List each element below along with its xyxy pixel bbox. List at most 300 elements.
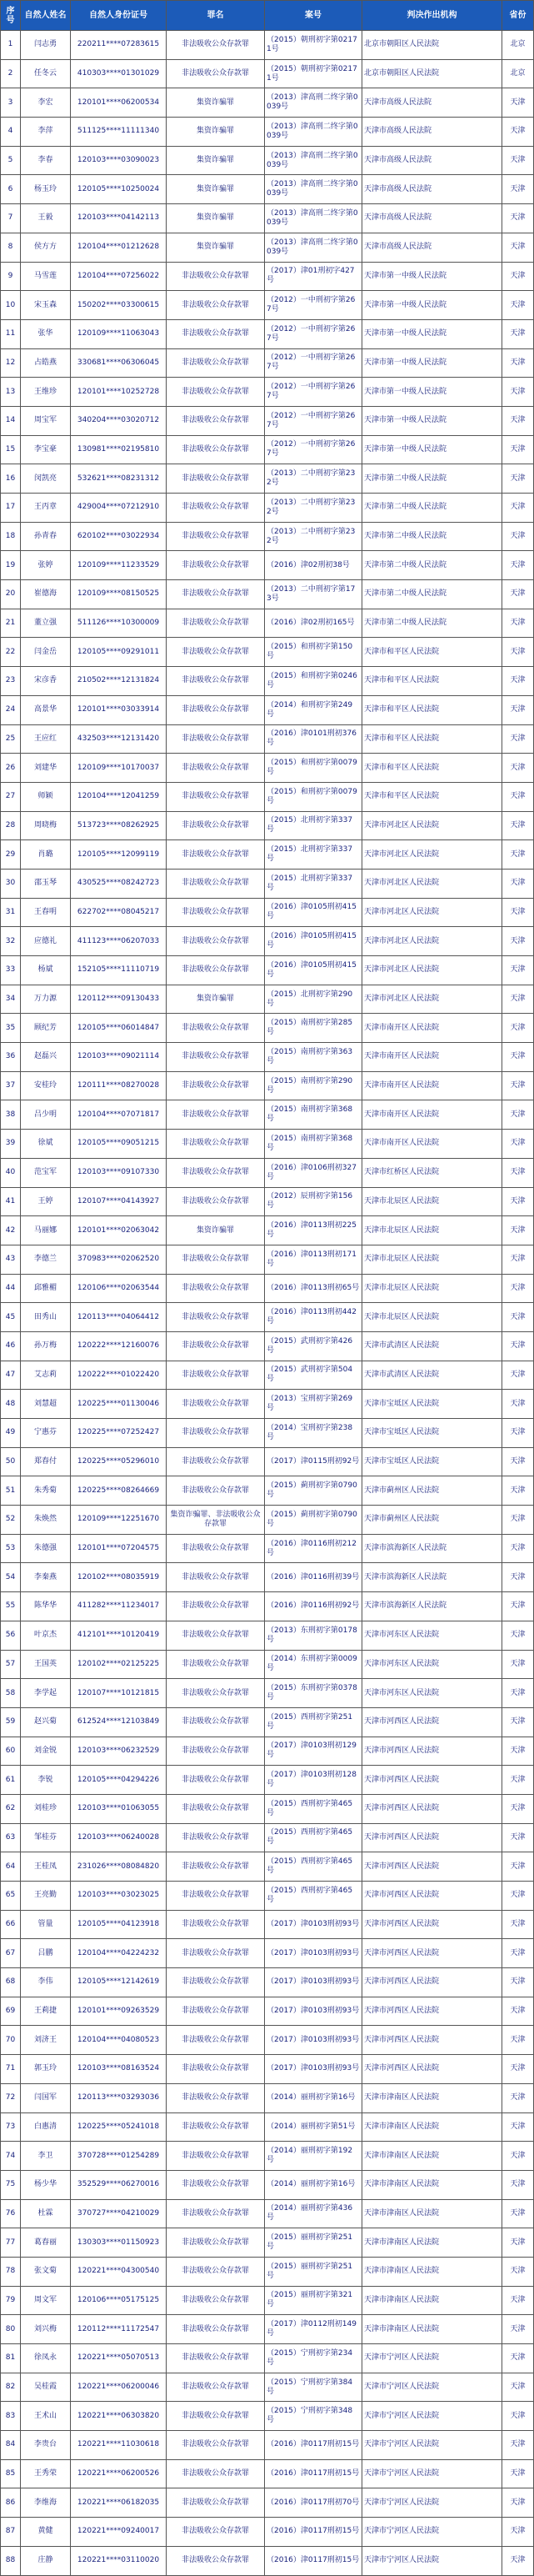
table-row [1,724,534,754]
cell-name: 周文军 [21,2286,71,2315]
cell-province: 天津 [502,2199,534,2228]
cell-case-number: （2014）丽刑初字第192号 [265,2142,362,2171]
cell-court: 天津市河东区人民法院 [362,1679,502,1708]
table-row [1,754,534,783]
cell-charge: 非法吸收公众存款罪 [167,1679,265,1708]
cell-case-number: （2015）朝刑初字第02171号 [265,59,362,88]
cell-province: 天津 [502,1303,534,1332]
header-name: 自然人姓名 [21,1,71,31]
cell-index: 59 [1,1707,21,1737]
cell-name: 张华 [21,319,71,348]
cell-court: 天津市南开区人民法院 [362,1043,502,1072]
cell-index: 52 [1,1506,21,1535]
cell-index: 18 [1,522,21,551]
cell-index: 13 [1,378,21,407]
cell-name: 闵凯亮 [21,464,71,494]
cell-court: 天津市高级人民法院 [362,88,502,118]
table-row [1,1216,534,1245]
table-row [1,118,534,147]
cell-case-number: （2015）西刑初字第465号 [265,1794,362,1823]
cell-court: 天津市河北区人民法院 [362,840,502,870]
cell-id-number: 120102****08035919 [71,1563,167,1592]
cell-index: 37 [1,1071,21,1100]
cell-index: 39 [1,1130,21,1159]
cell-province: 天津 [502,1766,534,1795]
cell-index: 2 [1,59,21,88]
cell-case-number: （2016）津0117刑初15号 [265,2431,362,2460]
cell-province: 天津 [502,754,534,783]
cell-charge: 非法吸收公众存款罪 [167,1968,265,1997]
cell-index: 26 [1,754,21,783]
cell-name: 董立强 [21,609,71,638]
cell-court: 天津市河西区人民法院 [362,2026,502,2055]
cell-court: 天津市第一中级人民法院 [362,348,502,378]
cell-province: 天津 [502,1563,534,1592]
cell-id-number: 352529****06270016 [71,2170,167,2199]
cell-case-number: （2015）宁刑初字第234号 [265,2344,362,2373]
cell-province: 天津 [502,175,534,204]
cell-province: 天津 [502,2257,534,2286]
cell-id-number: 120225****08264669 [71,1476,167,1506]
cell-province: 天津 [502,1794,534,1823]
cell-court: 天津市宁河区人民法院 [362,2518,502,2547]
cell-name: 闫志勇 [21,31,71,60]
cell-name: 安桂玲 [21,1071,71,1100]
cell-charge: 非法吸收公众存款罪 [167,1882,265,1911]
table-row [1,869,534,898]
cell-name: 马雪莲 [21,262,71,291]
cell-index: 85 [1,2459,21,2488]
table-row [1,1882,534,1911]
cell-court: 天津市第一中级人民法院 [362,378,502,407]
cell-case-number: （2017）津0103刑初93号 [265,2026,362,2055]
cell-id-number: 120111****08270028 [71,1071,167,1100]
cell-name: 杜霖 [21,2199,71,2228]
cell-case-number: （2015）东刑初字第0378号 [265,1679,362,1708]
cell-index: 78 [1,2257,21,2286]
cell-id-number: 120113****04064412 [71,1303,167,1332]
cell-case-number: （2014）丽刑初字第16号 [265,2083,362,2112]
table-row [1,1506,534,1535]
cell-charge: 非法吸收公众存款罪 [167,522,265,551]
table-row [1,782,534,811]
cell-court: 天津市武清区人民法院 [362,1361,502,1390]
cell-case-number: （2015）西刑初字第465号 [265,1852,362,1882]
cell-name: 闫国军 [21,2083,71,2112]
cell-province: 天津 [502,1071,534,1100]
cell-province: 天津 [502,1274,534,1303]
cell-index: 42 [1,1216,21,1245]
cell-court: 天津市河西区人民法院 [362,1939,502,1968]
cell-index: 33 [1,956,21,985]
cell-charge: 非法吸收公众存款罪 [167,724,265,754]
cell-id-number: 120104****01212628 [71,233,167,262]
cell-index: 30 [1,869,21,898]
table-row [1,146,534,175]
cell-name: 黄健 [21,2518,71,2547]
cell-index: 49 [1,1419,21,1448]
cell-court: 天津市蓟州区人民法院 [362,1476,502,1506]
cell-province: 天津 [502,898,534,927]
cell-province: 天津 [502,2083,534,2112]
cell-court: 天津市滨海新区人民法院 [362,1563,502,1592]
table-row [1,378,534,407]
cell-id-number: 612524****12103849 [71,1707,167,1737]
cell-index: 76 [1,2199,21,2228]
table-row [1,1274,534,1303]
cell-court: 天津市南开区人民法院 [362,1071,502,1100]
cell-name: 张婷 [21,551,71,580]
cell-case-number: （2016）津02刑初165号 [265,609,362,638]
table-row [1,2373,534,2402]
table-row [1,2431,534,2460]
cell-id-number: 120104****07071817 [71,1100,167,1130]
cell-name: 徐凤永 [21,2344,71,2373]
cell-province: 天津 [502,1737,534,1766]
cell-id-number: 412101****10120419 [71,1621,167,1650]
cell-province: 天津 [502,2488,534,2518]
cell-case-number: （2012）一中刑初字第267号 [265,406,362,435]
cell-name: 刘慧超 [21,1390,71,1419]
cell-province: 天津 [502,1882,534,1911]
cell-case-number: （2014）宝刑初字第238号 [265,1419,362,1448]
cell-name: 周晓梅 [21,811,71,840]
cell-index: 6 [1,175,21,204]
table-row [1,2344,534,2373]
cell-case-number: （2016）津0105刑初415号 [265,927,362,956]
table-row [1,1303,534,1332]
cell-name: 吴桂霞 [21,2373,71,2402]
cell-id-number: 370727****04210029 [71,2199,167,2228]
cell-court: 天津市北辰区人民法院 [362,1187,502,1216]
cell-index: 73 [1,2112,21,2142]
cell-province: 天津 [502,2315,534,2344]
cell-case-number: （2015）丽刑初字第251号 [265,2228,362,2258]
table-row [1,580,534,609]
cell-province: 天津 [502,1130,534,1159]
cell-index: 88 [1,2546,21,2575]
cell-case-number: （2016）津0101刑初376号 [265,724,362,754]
cell-case-number: （2016）津0116刑初39号 [265,1563,362,1592]
cell-name: 李卫 [21,2142,71,2171]
cell-id-number: 120105****04123918 [71,1910,167,1939]
cell-index: 65 [1,1882,21,1911]
cell-id-number: 120221****11030618 [71,2431,167,2460]
table-row [1,1592,534,1621]
cell-id-number: 120101****03033914 [71,695,167,724]
cell-id-number: 120101****07204575 [71,1534,167,1563]
cell-index: 8 [1,233,21,262]
cell-name: 孙青春 [21,522,71,551]
cell-case-number: （2015）北刑初字第337号 [265,840,362,870]
cell-case-number: （2016）津0117刑初15号 [265,2546,362,2575]
cell-charge: 非法吸收公众存款罪 [167,464,265,494]
cell-id-number: 120109****12251670 [71,1506,167,1535]
table-row [1,2026,534,2055]
cell-province: 天津 [502,204,534,233]
cell-name: 李春 [21,146,71,175]
cell-case-number: （2015）和刑初字第0079号 [265,754,362,783]
cell-name: 杨斌 [21,956,71,985]
cell-name: 李伟 [21,1968,71,1997]
table-row [1,609,534,638]
cell-id-number: 120225****01130046 [71,1390,167,1419]
cell-province: 天津 [502,1014,534,1043]
cell-name: 王丙章 [21,494,71,523]
cell-court: 北京市朝阳区人民法院 [362,59,502,88]
cell-court: 天津市津南区人民法院 [362,2228,502,2258]
cell-court: 天津市宝坻区人民法院 [362,1390,502,1419]
table-row [1,1043,534,1072]
cell-province: 北京 [502,59,534,88]
cell-index: 19 [1,551,21,580]
cell-id-number: 120113****03293036 [71,2083,167,2112]
table-row [1,985,534,1014]
cell-charge: 非法吸收公众存款罪 [167,1766,265,1795]
cell-id-number: 120221****06182035 [71,2488,167,2518]
cell-index: 11 [1,319,21,348]
cell-name: 刘兴梅 [21,2315,71,2344]
cell-case-number: （2014）丽刑初字第51号 [265,2112,362,2142]
table-row [1,1014,534,1043]
cell-charge: 非法吸收公众存款罪 [167,1014,265,1043]
cell-id-number: 620102****03022934 [71,522,167,551]
cell-province: 天津 [502,1043,534,1072]
cell-name: 李秦燕 [21,1563,71,1592]
cell-case-number: （2015）丽刑初字第321号 [265,2286,362,2315]
cell-index: 71 [1,2055,21,2084]
cell-court: 天津市宁河区人民法院 [362,2344,502,2373]
cell-court: 天津市河北区人民法院 [362,869,502,898]
cell-index: 70 [1,2026,21,2055]
cell-id-number: 120222****01022420 [71,1361,167,1390]
cell-case-number: （2015）南刑初字第368号 [265,1130,362,1159]
cell-case-number: （2016）津0117刑初15号 [265,2518,362,2547]
cell-province: 天津 [502,2286,534,2315]
cell-province: 天津 [502,1621,534,1650]
cell-charge: 非法吸收公众存款罪 [167,2199,265,2228]
cell-name: 李学起 [21,1679,71,1708]
cell-id-number: 120103****06232529 [71,1737,167,1766]
cell-id-number: 120103****03023025 [71,1882,167,1911]
cell-province: 天津 [502,406,534,435]
cell-id-number: 130303****01150923 [71,2228,167,2258]
cell-province: 天津 [502,638,534,667]
cell-name: 邱雅楣 [21,1274,71,1303]
cell-court: 天津市宁河区人民法院 [362,2488,502,2518]
cell-charge: 非法吸收公众存款罪 [167,1939,265,1968]
cell-index: 10 [1,291,21,320]
cell-charge: 集资诈骗罪 [167,1216,265,1245]
cell-province: 天津 [502,1419,534,1448]
cell-case-number: （2013）津高刑二终字第0039号 [265,146,362,175]
cell-name: 朱秀菊 [21,1476,71,1506]
cell-id-number: 120221****05070513 [71,2344,167,2373]
header-charge: 罪名 [167,1,265,31]
cell-name: 占皓燕 [21,348,71,378]
cell-name: 邹桂芬 [21,1823,71,1852]
cell-case-number: （2016）津0105刑初415号 [265,956,362,985]
cell-province: 天津 [502,1707,534,1737]
cell-id-number: 231026****08084820 [71,1852,167,1882]
header-index: 序号 [1,1,21,31]
table-row [1,31,534,60]
table-row [1,59,534,88]
cell-index: 86 [1,2488,21,2518]
cell-court: 天津市北辰区人民法院 [362,1303,502,1332]
cell-id-number: 120221****03110020 [71,2546,167,2575]
cell-court: 天津市河北区人民法院 [362,927,502,956]
header-court: 判决作出机构 [362,1,502,31]
cell-province: 天津 [502,494,534,523]
cell-index: 74 [1,2142,21,2171]
cell-province: 天津 [502,2170,534,2199]
cell-id-number: 120105****06014847 [71,1014,167,1043]
cell-court: 天津市宝坻区人民法院 [362,1419,502,1448]
cell-case-number: （2015）南刑初字第368号 [265,1100,362,1130]
cell-charge: 集资诈骗罪、非法吸收公众存款罪 [167,1506,265,1535]
cell-id-number: 411282****11234017 [71,1592,167,1621]
cell-name: 师颖 [21,782,71,811]
cell-court: 天津市河西区人民法院 [362,1882,502,1911]
cell-court: 天津市河西区人民法院 [362,1852,502,1882]
cell-index: 47 [1,1361,21,1390]
cell-name: 张文菊 [21,2257,71,2286]
cell-charge: 非法吸收公众存款罪 [167,1476,265,1506]
cell-province: 天津 [502,522,534,551]
cell-index: 35 [1,1014,21,1043]
cell-name: 刘金锐 [21,1737,71,1766]
cell-name: 吕少明 [21,1100,71,1130]
cell-province: 天津 [502,1245,534,1274]
cell-charge: 非法吸收公众存款罪 [167,956,265,985]
cell-id-number: 120104****12041259 [71,782,167,811]
cell-charge: 非法吸收公众存款罪 [167,1158,265,1187]
cell-id-number: 411123****06207033 [71,927,167,956]
cell-case-number: （2015）和刑初字第0079号 [265,782,362,811]
cell-court: 北京市朝阳区人民法院 [362,31,502,60]
cell-court: 天津市河西区人民法院 [362,1910,502,1939]
cell-name: 宋彦香 [21,667,71,696]
table-row [1,927,534,956]
cell-court: 天津市第一中级人民法院 [362,435,502,464]
cell-court: 天津市河东区人民法院 [362,1621,502,1650]
cell-charge: 非法吸收公众存款罪 [167,1361,265,1390]
cell-index: 82 [1,2373,21,2402]
table-row [1,1852,534,1882]
cell-court: 天津市河北区人民法院 [362,811,502,840]
cell-charge: 非法吸收公众存款罪 [167,1592,265,1621]
cell-charge: 非法吸收公众存款罪 [167,609,265,638]
table-row [1,1130,534,1159]
cell-case-number: （2016）津0113刑初225号 [265,1216,362,1245]
cell-case-number: （2015）西刑初字第465号 [265,1823,362,1852]
table-row [1,348,534,378]
table-row [1,638,534,667]
cell-name: 艾志莉 [21,1361,71,1390]
table-row [1,1823,534,1852]
table-row [1,1071,534,1100]
cell-name: 万力源 [21,985,71,1014]
cell-province: 天津 [502,1534,534,1563]
cell-name: 王术山 [21,2402,71,2431]
cell-province: 天津 [502,435,534,464]
cell-id-number: 120105****10250024 [71,175,167,204]
table-row [1,204,534,233]
cell-case-number: （2015）南刑初字第363号 [265,1043,362,1072]
cell-case-number: （2013）二中刑初字第173号 [265,580,362,609]
cell-charge: 非法吸收公众存款罪 [167,754,265,783]
cell-charge: 非法吸收公众存款罪 [167,262,265,291]
cell-name: 吕鹏 [21,1939,71,1968]
cell-case-number: （2015）北刑初字第290号 [265,985,362,1014]
cell-court: 天津市第二中级人民法院 [362,609,502,638]
cell-court: 天津市第一中级人民法院 [362,262,502,291]
cell-index: 25 [1,724,21,754]
cell-province: 天津 [502,378,534,407]
cell-index: 15 [1,435,21,464]
cell-charge: 非法吸收公众存款罪 [167,2402,265,2431]
cell-case-number: （2015）武刑初字第426号 [265,1331,362,1361]
cell-case-number: （2012）辰刑初字第156号 [265,1187,362,1216]
cell-id-number: 220211****07283615 [71,31,167,60]
cell-charge: 非法吸收公众存款罪 [167,898,265,927]
cell-index: 56 [1,1621,21,1650]
cell-court: 天津市北辰区人民法院 [362,1216,502,1245]
cell-index: 79 [1,2286,21,2315]
cell-province: 天津 [502,551,534,580]
cell-case-number: （2015）和刑初字第150号 [265,638,362,667]
table-row [1,1650,534,1679]
cell-case-number: （2014）东刑初字第0009号 [265,1650,362,1679]
cell-index: 83 [1,2402,21,2431]
cell-index: 68 [1,1968,21,1997]
cell-province: 天津 [502,1592,534,1621]
cell-charge: 非法吸收公众存款罪 [167,1100,265,1130]
cell-charge: 非法吸收公众存款罪 [167,1274,265,1303]
cell-name: 孙万梅 [21,1331,71,1361]
cell-court: 天津市和平区人民法院 [362,695,502,724]
table-row [1,2286,534,2315]
cell-charge: 非法吸收公众存款罪 [167,1447,265,1476]
cell-charge: 非法吸收公众存款罪 [167,869,265,898]
cell-index: 4 [1,118,21,147]
cell-id-number: 152105****11110719 [71,956,167,985]
cell-case-number: （2013）东刑初字第0178号 [265,1621,362,1650]
cell-court: 天津市和平区人民法院 [362,667,502,696]
cell-index: 5 [1,146,21,175]
cell-index: 69 [1,1997,21,2026]
cell-charge: 非法吸收公众存款罪 [167,1331,265,1361]
cell-charge: 非法吸收公众存款罪 [167,1621,265,1650]
cell-id-number: 330681****06306045 [71,348,167,378]
cell-province: 天津 [502,319,534,348]
cell-court: 天津市滨海新区人民法院 [362,1534,502,1563]
cell-province: 天津 [502,2142,534,2171]
table-row [1,1534,534,1563]
cell-case-number: （2015）南刑初字第285号 [265,1014,362,1043]
cell-court: 天津市第二中级人民法院 [362,494,502,523]
cell-charge: 非法吸收公众存款罪 [167,348,265,378]
cell-charge: 非法吸收公众存款罪 [167,2170,265,2199]
cell-id-number: 513723****08262925 [71,811,167,840]
cell-name: 王婷 [21,1187,71,1216]
cell-province: 天津 [502,1158,534,1187]
cell-charge: 非法吸收公众存款罪 [167,1794,265,1823]
cell-name: 邵玉琴 [21,869,71,898]
cell-case-number: （2014）丽刑初字第436号 [265,2199,362,2228]
cell-id-number: 120103****03090023 [71,146,167,175]
